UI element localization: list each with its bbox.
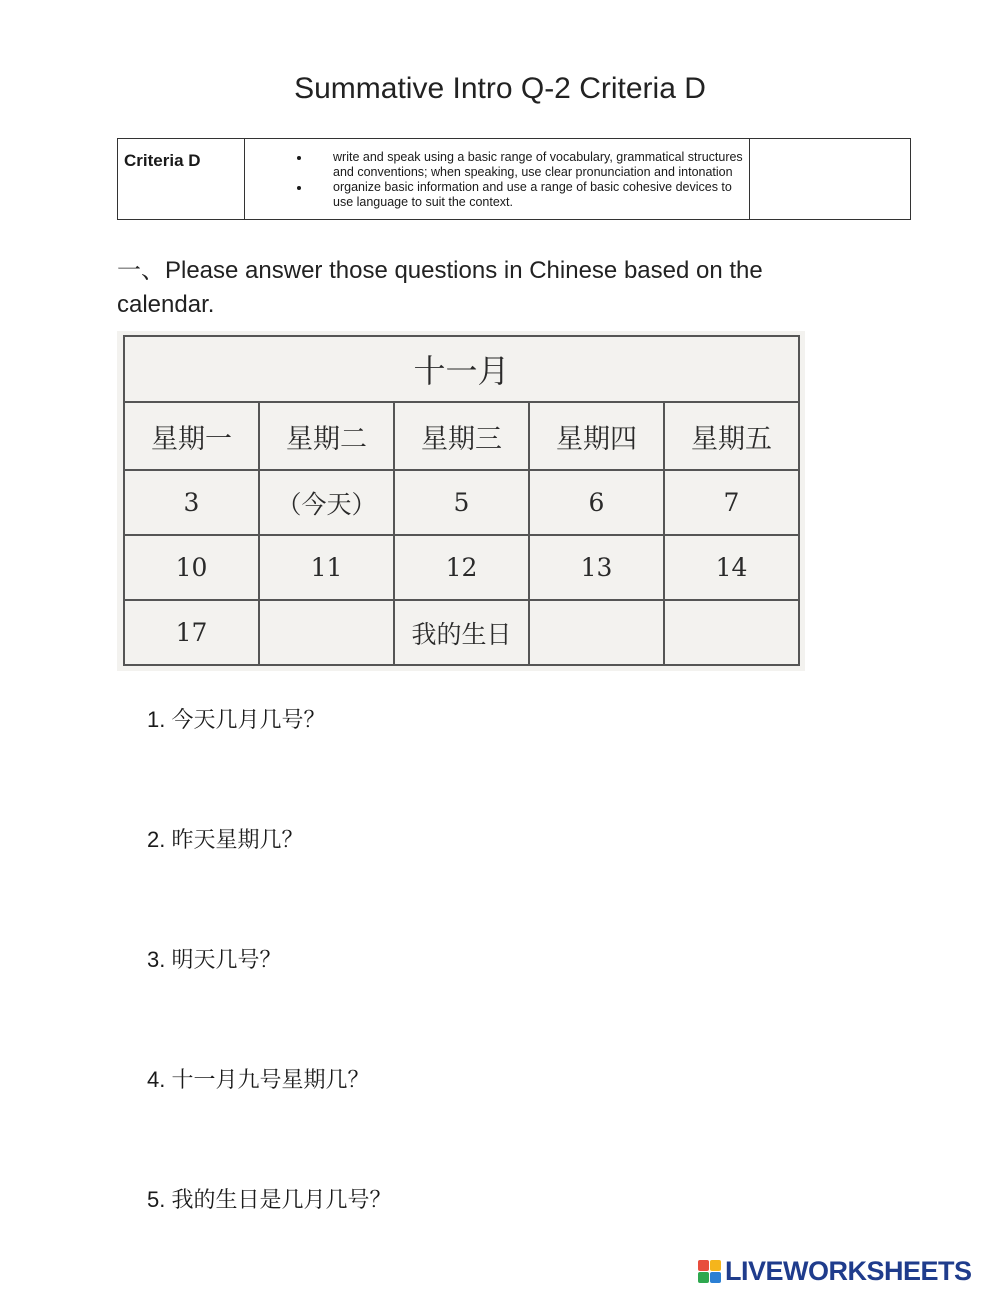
criteria-bullet: • organize basic information and use a range of basic cohesive devices to use language to suit the context. [311,180,749,210]
calendar-cell: 3 [124,470,259,535]
calendar-cell: 6 [529,470,664,535]
calendar-cell: 10 [124,535,259,600]
question-2: 2. 昨天星期几？ [147,827,304,852]
page-title: Summative Intro Q-2 Criteria D [294,72,706,105]
criteria-label: Criteria D [118,139,245,220]
weekday-header: 星期二 [259,402,394,470]
weekday-header: 星期一 [124,402,259,470]
question-5: 5. 我的生日是几月几号？ [147,1187,392,1212]
criteria-descriptors [245,139,750,220]
calendar-cell [664,600,799,665]
calendar-photo [117,331,805,671]
calendar-cell: 12 [394,535,529,600]
calendar-cell: 7 [664,470,799,535]
weekday-header: 星期三 [394,402,529,470]
weekday-header: 星期五 [664,402,799,470]
question-1: 1. 今天几月几号？ [147,707,326,732]
liveworksheets-logo [698,1256,972,1286]
criteria-score-cell[interactable] [750,139,911,220]
calendar-cell-today: （今天） [259,470,394,535]
liveworksheets-logo-icon [698,1260,721,1283]
calendar-cell: 11 [259,535,394,600]
calendar-cell-birthday: 我的生日 [394,600,529,665]
calendar-cell [529,600,664,665]
calendar-cell: 5 [394,470,529,535]
criteria-bullet: • write and speak using a basic range of vocabulary, grammatical structures and conventions; when speaking, use clear pronunciation and intonation [311,150,749,180]
brand-name: LIVEWORKSHEETS [725,1255,972,1286]
question-4: 4. 十一月九号星期几？ [147,1067,370,1092]
criteria-table [117,138,911,220]
calendar-cell: 13 [529,535,664,600]
calendar-cell: 14 [664,535,799,600]
calendar-table [123,335,800,666]
question-3: 3. 明天几号？ [147,947,282,972]
weekday-header: 星期四 [529,402,664,470]
calendar-cell [259,600,394,665]
calendar-month: 十一月 [124,336,799,402]
calendar-cell: 17 [124,600,259,665]
instruction-text: 一、Please answer those questions in Chinese based on the calendar. [117,257,763,318]
